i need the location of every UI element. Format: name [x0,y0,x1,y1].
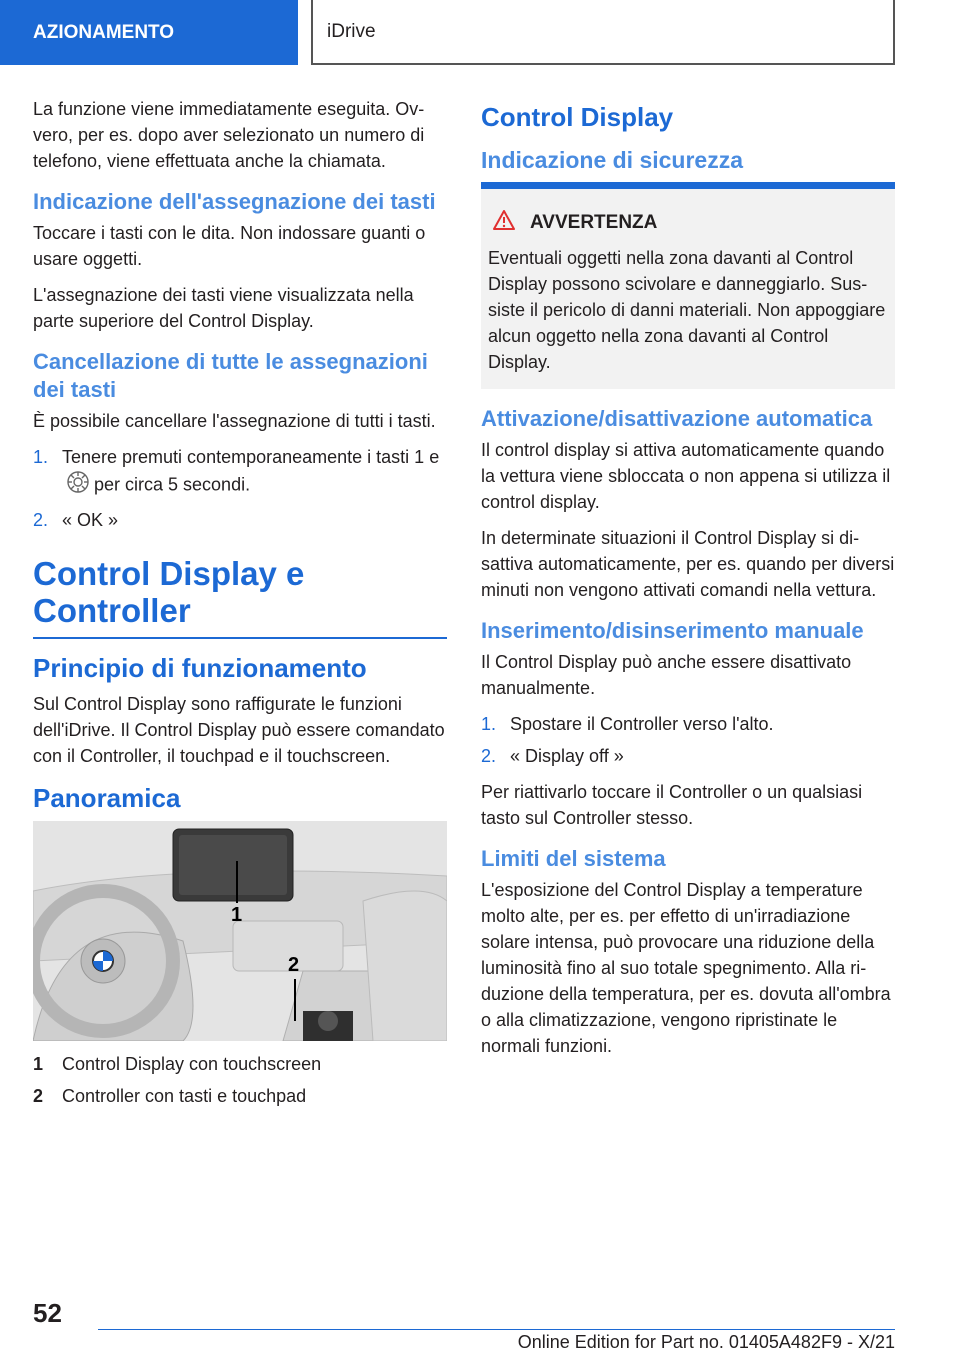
dashboard-illustration [33,821,447,1041]
legend-item [33,1051,447,1077]
warning-header [488,209,888,237]
chapter-tab [0,0,298,65]
manual-steps [481,711,895,769]
callout-1: 1 [231,904,243,926]
legend-number: 1 [33,1054,44,1074]
step-item [481,711,895,737]
step-number: 1. [33,447,49,467]
step-text: Spostare il Controller verso l'alto. [510,714,774,734]
legend-item [33,1083,447,1109]
callout-2: 2 [288,954,300,976]
manual-paragraph-2: Per riattivarlo toccare il Controller o un qualsiasi tasto sul Controller stesso. [481,782,863,828]
step-number: 1. [481,714,497,734]
step-item [481,743,895,769]
right-column [481,96,895,1069]
manual-paragraph: Il Control Display può anche essere disattivato manualmente. [481,652,852,698]
step-number: 2. [33,510,49,530]
footer-edition: Online Edition for Part no. 01405A482F9 - X/21 [517,1332,895,1352]
step-text [62,444,447,501]
section-header [311,0,895,65]
auto-paragraph-2: In determinate situazioni il Control Display si disattiva automaticamente, per es. quando per diversi minuti non vengono attivati comandi nella vettura. [481,528,895,600]
footer-rule [98,1329,895,1330]
warning-text: Eventuali oggetti nella zona davanti al Control Display possono scivolare e danneggiarlo. Sussiste il pericolo di danni materiali. Non appoggiare alcun oggetto nella zona davanti al Control Display. [488,248,886,372]
warning-box [481,182,895,389]
heading-auto-activation: Attivazione/disattivazione automatica [481,406,873,431]
heading-control-display: Control Display [481,102,674,132]
heading-overview: Panoramica [33,783,181,813]
step-item [33,444,447,501]
dashboard-drawing [33,821,447,1041]
heading-cancel-assignments: Cancellazione di tutte le assegnazioni dei tasti [33,349,428,402]
heading-rule [33,637,447,639]
gear-key-icon [66,470,90,501]
step-item [33,507,447,533]
step-text-a: Tenere premuti contemporaneamente i tasti 1 e [62,447,440,467]
warning-triangle-icon [492,209,530,237]
cancel-steps [33,444,447,533]
limits-paragraph: L'esposizione del Control Display a temperature molto alte, per es. per effetto di un'irradiazione solare intensa, può provocare una riduzione della luminosità fino al suo totale spegnimento. Alla riduzione della temperatura, per es. dovuta all'ombra o alla climatizzazione, vengono ripristinate le normali funzioni. [481,880,891,1056]
assign-paragraph-1: Toccare i tasti con le dita. Non indossare guanti o usare oggetti. [33,223,426,269]
step-text: « Display off » [510,746,624,766]
chapter-title: AZIONAMENTO [33,21,175,43]
left-column [33,96,447,1115]
heading-manual: Inserimento/disinserimento manuale [481,618,864,643]
cancel-paragraph: È possibile cancellare l'assegnazione di tutti i tasti. [33,411,436,431]
heading-control-display-controller: Control Display e Controller [33,555,305,629]
step-text-b: per circa 5 secondi. [94,474,251,495]
principle-paragraph: Sul Control Display sono raffigurate le funzioni dell'iDrive. Il Control Display può essere comandato con il Controller, il touchpad e il touchscreen. [33,694,445,766]
page-number: 52 [33,1298,62,1328]
legend-text: Controller con tasti e touchpad [62,1086,307,1106]
heading-safety: Indicazione di sicurezza [481,147,744,173]
legend-text: Control Display con touchscreen [62,1054,322,1074]
heading-principle: Principio di funzionamento [33,653,367,683]
step-text: « OK » [62,510,119,530]
heading-key-assignment: Indicazione dell'assegnazione dei tasti [33,189,436,214]
auto-paragraph-1: Il control display si attiva automaticamente quando la vettura viene sbloccata o non appena si utilizza il control display. [481,440,891,512]
legend-number: 2 [33,1086,44,1106]
heading-limits: Limiti del sistema [481,846,666,871]
step-number: 2. [481,746,497,766]
warning-title: AVVERTENZA [530,212,658,233]
section-title: iDrive [327,20,376,42]
intro-paragraph: La funzione viene immediatamente eseguita. Ovvero, per es. dopo aver selezionato un numero di telefono, viene effettuata anche la chiamata. [33,99,425,171]
assign-paragraph-2: L'assegnazione dei tasti viene visualizzata nella parte superiore del Control Display. [33,285,414,331]
